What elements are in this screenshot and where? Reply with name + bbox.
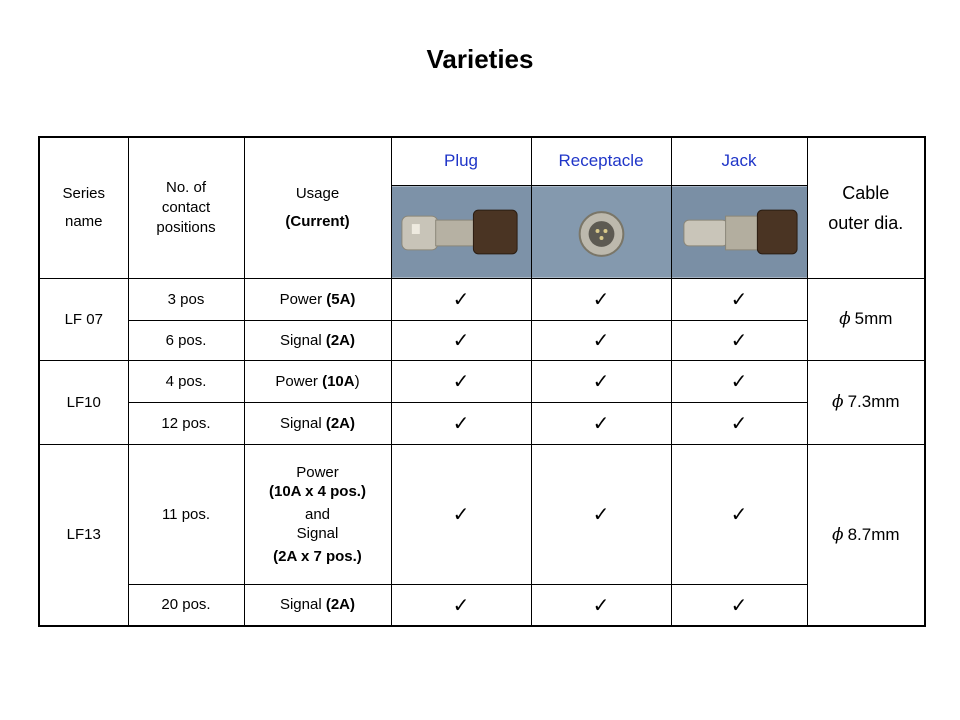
receptacle-photo	[531, 185, 671, 278]
receptacle-check-icon: ✓	[531, 584, 671, 626]
usage-cell: Power (10A)	[244, 360, 391, 402]
usage-cell: Signal (2A)	[244, 320, 391, 360]
plug-check-icon: ✓	[391, 584, 531, 626]
jack-photo	[671, 185, 807, 278]
jack-check-icon: ✓	[671, 402, 807, 444]
plug-check-icon: ✓	[391, 444, 531, 584]
header-plug: Plug	[391, 137, 531, 185]
usage-cell: Power (5A)	[244, 278, 391, 320]
jack-check-icon: ✓	[671, 444, 807, 584]
series-lf10: LF10	[39, 360, 128, 444]
plug-check-icon: ✓	[391, 278, 531, 320]
jack-connector-image	[672, 186, 807, 278]
receptacle-check-icon: ✓	[531, 444, 671, 584]
plug-check-icon: ✓	[391, 320, 531, 360]
usage-cell: Signal (2A)	[244, 402, 391, 444]
plug-check-icon: ✓	[391, 360, 531, 402]
contacts-cell: 11 pos.	[128, 444, 244, 584]
page-title: Varieties	[426, 44, 534, 74]
header-receptacle: Receptacle	[531, 137, 671, 185]
jack-check-icon: ✓	[671, 360, 807, 402]
jack-check-icon: ✓	[671, 320, 807, 360]
plug-photo	[391, 185, 531, 278]
contacts-cell: 3 pos	[128, 278, 244, 320]
usage-cell: Signal (2A)	[244, 584, 391, 626]
contacts-cell: 12 pos.	[128, 402, 244, 444]
receptacle-check-icon: ✓	[531, 320, 671, 360]
plug-connector-image	[392, 186, 531, 278]
header-series: Series name	[39, 137, 128, 278]
cable-dia-lf07: ϕ 5mm	[807, 278, 925, 360]
contacts-cell: 4 pos.	[128, 360, 244, 402]
jack-check-icon: ✓	[671, 278, 807, 320]
header-jack: Jack	[671, 137, 807, 185]
series-lf07: LF 07	[39, 278, 128, 360]
contacts-cell: 20 pos.	[128, 584, 244, 626]
cable-dia-lf10: ϕ 7.3mm	[807, 360, 925, 444]
jack-check-icon: ✓	[671, 584, 807, 626]
cable-dia-lf13: ϕ 8.7mm	[807, 444, 925, 626]
receptacle-connector-image	[532, 186, 671, 278]
receptacle-check-icon: ✓	[531, 360, 671, 402]
varieties-table	[38, 136, 926, 627]
plug-check-icon: ✓	[391, 402, 531, 444]
header-contacts: No. of contact positions	[128, 137, 244, 278]
usage-cell: Power (10A x 4 pos.) and Signal (2A x 7 pos.)	[244, 444, 391, 584]
header-usage: Usage (Current)	[244, 137, 391, 278]
series-lf13: LF13	[39, 444, 128, 626]
receptacle-check-icon: ✓	[531, 402, 671, 444]
receptacle-check-icon: ✓	[531, 278, 671, 320]
contacts-cell: 6 pos.	[128, 320, 244, 360]
header-cable: Cable outer dia.	[807, 137, 925, 278]
